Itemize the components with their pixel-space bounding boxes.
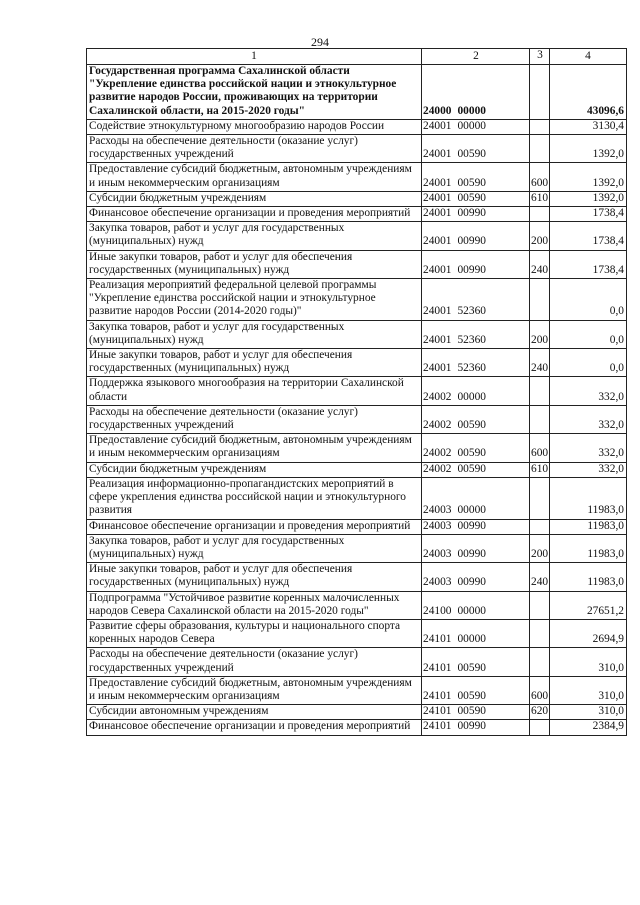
row-code-program: 24101 <box>423 689 452 702</box>
row-amount: 332,0 <box>550 405 627 433</box>
row-code-program: 24003 <box>423 519 452 532</box>
header-col-1: 1 <box>87 49 422 65</box>
row-code-program: 24003 <box>423 504 452 517</box>
row-code-program: 24001 <box>423 148 452 161</box>
row-amount: 310,0 <box>550 648 627 676</box>
table-row <box>87 135 627 163</box>
row-name: Предоставление субсидий бюджетным, автономным учреждениям и иным некоммерческим организациям <box>87 676 422 704</box>
row-amount: 2694,9 <box>550 619 627 647</box>
header-col-4: 4 <box>550 49 627 65</box>
row-name: Финансовое обеспечение организации и проведения мероприятий <box>87 720 422 735</box>
row-code-direction: 00990 <box>457 207 486 220</box>
row-code-program: 24002 <box>423 447 452 460</box>
row-code <box>422 279 530 321</box>
row-code-program: 24001 <box>423 305 452 318</box>
row-code <box>422 349 530 377</box>
row-expense-type <box>530 477 550 519</box>
row-expense-type <box>530 648 550 676</box>
row-amount: 0,0 <box>550 279 627 321</box>
row-expense-type: 600 <box>530 676 550 704</box>
row-amount: 11983,0 <box>550 563 627 591</box>
row-amount: 3130,4 <box>550 119 627 134</box>
row-name: Иные закупки товаров, работ и услуг для обеспечения государственных (муниципальных) нужд <box>87 349 422 377</box>
row-amount: 310,0 <box>550 676 627 704</box>
row-amount: 11983,0 <box>550 519 627 534</box>
row-code-direction: 52360 <box>457 333 486 346</box>
row-expense-type: 240 <box>530 250 550 278</box>
row-name: Содействие этнокультурному многообразию народов России <box>87 119 422 134</box>
row-name: Субсидии автономным учреждениям <box>87 705 422 720</box>
row-name: Иные закупки товаров, работ и услуг для обеспечения государственных (муниципальных) нужд <box>87 250 422 278</box>
row-code <box>422 519 530 534</box>
row-expense-type <box>530 619 550 647</box>
row-code-program: 24003 <box>423 547 452 560</box>
row-code-program: 24101 <box>423 633 452 646</box>
row-expense-type: 610 <box>530 462 550 477</box>
row-code-program: 24001 <box>423 207 452 220</box>
row-code-program: 24001 <box>423 362 452 375</box>
row-amount: 27651,2 <box>550 591 627 619</box>
row-amount: 11983,0 <box>550 477 627 519</box>
table-row <box>87 65 627 120</box>
row-code <box>422 250 530 278</box>
table-row <box>87 563 627 591</box>
row-code-program: 24100 <box>423 604 452 617</box>
table-row <box>87 705 627 720</box>
budget-table-body <box>87 49 627 736</box>
table-row <box>87 191 627 206</box>
row-name: Реализация мероприятий федеральной целевой программы "Укрепление единства российской нации и этнокультурное развитие народов России (2014-2020 годы)" <box>87 279 422 321</box>
row-expense-type <box>530 519 550 534</box>
row-expense-type: 600 <box>530 434 550 462</box>
row-code-direction: 00590 <box>457 661 486 674</box>
row-code-direction: 00990 <box>457 720 486 733</box>
row-name: Закупка товаров, работ и услуг для государственных (муниципальных) нужд <box>87 222 422 250</box>
table-row <box>87 477 627 519</box>
row-amount: 0,0 <box>550 320 627 348</box>
row-expense-type: 200 <box>530 222 550 250</box>
row-expense-type: 240 <box>530 349 550 377</box>
row-amount: 332,0 <box>550 434 627 462</box>
row-expense-type: 620 <box>530 705 550 720</box>
row-code-direction: 00000 <box>457 604 486 617</box>
row-code-direction: 00000 <box>457 390 486 403</box>
row-code-direction: 00590 <box>457 176 486 189</box>
table-row <box>87 720 627 735</box>
row-name: Предоставление субсидий бюджетным, автономным учреждениям и иным некоммерческим организациям <box>87 163 422 191</box>
row-code-program: 24101 <box>423 661 452 674</box>
row-name: Развитие сферы образования, культуры и национального спорта коренных народов Севера <box>87 619 422 647</box>
row-expense-type <box>530 591 550 619</box>
header-col-2: 2 <box>422 49 530 65</box>
row-name: Расходы на обеспечение деятельности (оказание услуг) государственных учреждений <box>87 648 422 676</box>
row-expense-type <box>530 720 550 735</box>
row-code <box>422 191 530 206</box>
row-name: Расходы на обеспечение деятельности (оказание услуг) государственных учреждений <box>87 135 422 163</box>
row-code-program: 24001 <box>423 176 452 189</box>
row-code-program: 24003 <box>423 576 452 589</box>
row-amount: 11983,0 <box>550 534 627 562</box>
row-code <box>422 619 530 647</box>
row-code <box>422 705 530 720</box>
table-row <box>87 279 627 321</box>
table-header-row <box>87 49 627 65</box>
row-amount: 310,0 <box>550 705 627 720</box>
row-code-direction: 00000 <box>457 119 486 132</box>
row-code-program: 24001 <box>423 191 452 204</box>
row-expense-type: 240 <box>530 563 550 591</box>
row-expense-type <box>530 119 550 134</box>
row-code <box>422 434 530 462</box>
row-code-program: 24002 <box>423 419 452 432</box>
row-code-direction: 00590 <box>457 447 486 460</box>
row-code <box>422 222 530 250</box>
row-name: Государственная программа Сахалинской области "Укрепление единства российской нации и этнокультурное развитие народов России, проживающих на территории Сахалинской области, на 2015-2020 годы" <box>87 65 422 120</box>
row-code-direction: 00590 <box>457 419 486 432</box>
row-code-direction: 00590 <box>457 462 486 475</box>
row-code-direction: 00990 <box>457 519 486 532</box>
table-row <box>87 377 627 405</box>
row-expense-type <box>530 135 550 163</box>
table-row <box>87 349 627 377</box>
row-amount: 1392,0 <box>550 135 627 163</box>
table-row <box>87 462 627 477</box>
row-code <box>422 648 530 676</box>
row-code-direction: 00590 <box>457 191 486 204</box>
row-code-direction: 00000 <box>457 633 486 646</box>
row-code <box>422 676 530 704</box>
row-code-direction: 00590 <box>457 689 486 702</box>
row-amount: 1738,4 <box>550 222 627 250</box>
row-expense-type <box>530 65 550 120</box>
row-code <box>422 462 530 477</box>
row-code <box>422 320 530 348</box>
row-name: Поддержка языкового многообразия на территории Сахалинской области <box>87 377 422 405</box>
row-code-program: 24101 <box>423 705 452 718</box>
row-expense-type <box>530 405 550 433</box>
row-name: Субсидии бюджетным учреждениям <box>87 462 422 477</box>
row-code <box>422 207 530 222</box>
row-code <box>422 563 530 591</box>
row-code-program: 24001 <box>423 333 452 346</box>
row-code-direction: 00990 <box>457 235 486 248</box>
table-row <box>87 119 627 134</box>
table-row <box>87 591 627 619</box>
row-expense-type <box>530 377 550 405</box>
table-row <box>87 163 627 191</box>
row-amount: 1392,0 <box>550 191 627 206</box>
row-code-direction: 00990 <box>457 263 486 276</box>
row-code-program: 24101 <box>423 720 452 733</box>
row-code-direction: 00000 <box>457 104 486 117</box>
row-code <box>422 119 530 134</box>
row-name: Иные закупки товаров, работ и услуг для обеспечения государственных (муниципальных) нужд <box>87 563 422 591</box>
row-code <box>422 65 530 120</box>
table-row <box>87 320 627 348</box>
row-amount: 332,0 <box>550 377 627 405</box>
table-row <box>87 676 627 704</box>
row-code <box>422 405 530 433</box>
row-code-direction: 00990 <box>457 547 486 560</box>
row-code-program: 24001 <box>423 235 452 248</box>
row-name: Закупка товаров, работ и услуг для государственных (муниципальных) нужд <box>87 320 422 348</box>
table-row <box>87 619 627 647</box>
table-row <box>87 534 627 562</box>
row-expense-type: 600 <box>530 163 550 191</box>
table-row <box>87 519 627 534</box>
row-code-direction: 00590 <box>457 148 486 161</box>
table-row <box>87 648 627 676</box>
row-name: Субсидии бюджетным учреждениям <box>87 191 422 206</box>
table-row <box>87 222 627 250</box>
budget-table <box>86 48 627 736</box>
table-row <box>87 434 627 462</box>
row-amount: 1738,4 <box>550 207 627 222</box>
row-name: Финансовое обеспечение организации и проведения мероприятий <box>87 207 422 222</box>
row-name: Закупка товаров, работ и услуг для государственных (муниципальных) нужд <box>87 534 422 562</box>
row-amount: 1392,0 <box>550 163 627 191</box>
row-amount: 2384,9 <box>550 720 627 735</box>
row-amount: 43096,6 <box>550 65 627 120</box>
row-code-program: 24001 <box>423 119 452 132</box>
row-code <box>422 591 530 619</box>
row-code-program: 24002 <box>423 390 452 403</box>
row-code <box>422 477 530 519</box>
row-code-direction: 00590 <box>457 705 486 718</box>
row-code <box>422 534 530 562</box>
row-code <box>422 377 530 405</box>
row-expense-type: 200 <box>530 320 550 348</box>
table-row <box>87 405 627 433</box>
row-code-program: 24001 <box>423 263 452 276</box>
row-name: Финансовое обеспечение организации и проведения мероприятий <box>87 519 422 534</box>
row-code-direction: 52360 <box>457 362 486 375</box>
row-code <box>422 135 530 163</box>
row-name: Подпрограмма "Устойчивое развитие коренных малочисленных народов Севера Сахалинской области на 2015-2020 годы" <box>87 591 422 619</box>
row-amount: 1738,4 <box>550 250 627 278</box>
table-row <box>87 250 627 278</box>
row-expense-type: 610 <box>530 191 550 206</box>
row-code-direction: 00000 <box>457 504 486 517</box>
table-row <box>87 207 627 222</box>
row-amount: 332,0 <box>550 462 627 477</box>
row-expense-type: 200 <box>530 534 550 562</box>
row-code-direction: 00990 <box>457 576 486 589</box>
row-amount: 0,0 <box>550 349 627 377</box>
row-code <box>422 720 530 735</box>
row-name: Реализация информационно-пропагандистских мероприятий в сфере укрепления единства российской нации и этнокультурного развития <box>87 477 422 519</box>
row-code-program: 24000 <box>423 104 452 117</box>
row-name: Расходы на обеспечение деятельности (оказание услуг) государственных учреждений <box>87 405 422 433</box>
row-code-program: 24002 <box>423 462 452 475</box>
header-col-3: 3 <box>530 49 550 65</box>
row-expense-type <box>530 279 550 321</box>
row-code <box>422 163 530 191</box>
row-expense-type <box>530 207 550 222</box>
row-name: Предоставление субсидий бюджетным, автономным учреждениям и иным некоммерческим организациям <box>87 434 422 462</box>
page-number: 294 <box>311 35 329 49</box>
row-code-direction: 52360 <box>457 305 486 318</box>
